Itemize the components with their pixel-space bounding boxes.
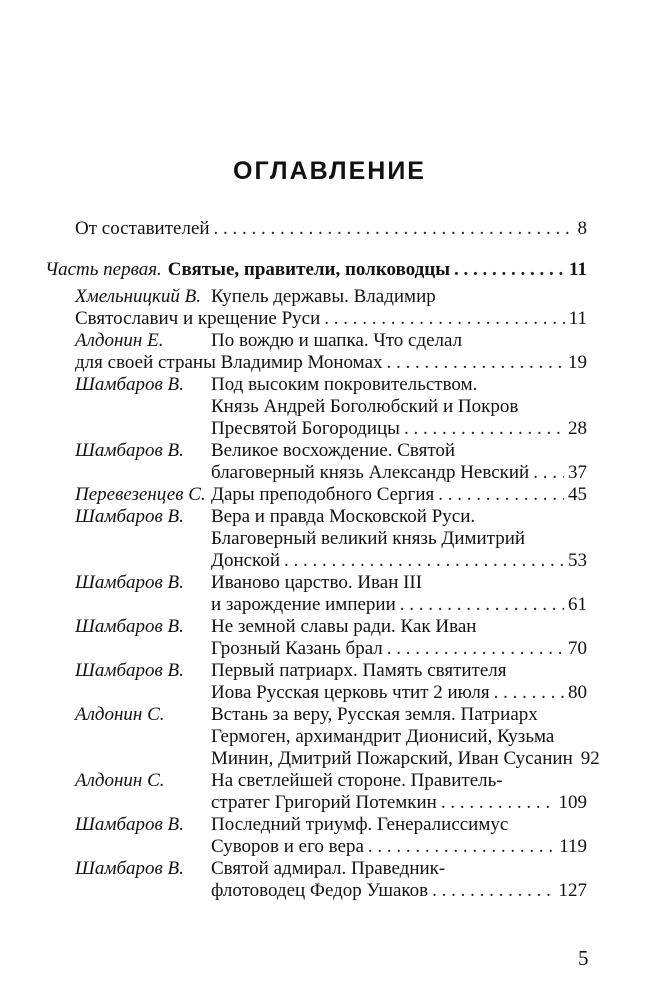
page-number: 5 [578, 946, 589, 970]
toc-entry-line [211, 835, 587, 859]
toc-entry-line [211, 593, 587, 617]
dot-leader [438, 483, 564, 507]
part-label: Часть первая. [45, 259, 162, 280]
entry-title: стратег Григорий Потемкин [211, 792, 437, 813]
toc-entry-line [75, 857, 587, 881]
entry-title: Первый патриарх. Память святителя [211, 660, 507, 681]
toc-entry-line [75, 307, 587, 331]
dot-leader [387, 637, 564, 661]
entry-title: Князь Андрей Боголюбский и Покров [211, 396, 519, 417]
toc-entry-line [211, 549, 587, 573]
entry-title: Грозный Казань брал [211, 638, 383, 659]
entry-page: 37 [568, 462, 587, 483]
entry-author: Шамбаров В. [75, 660, 184, 681]
entry-page: 80 [568, 682, 587, 703]
toc-entry-line [211, 461, 587, 485]
toc-entry-intro [75, 217, 587, 241]
toc-part-heading [45, 258, 587, 282]
entry-title: Под высоким покровительством. [211, 374, 478, 395]
entry-author: Перевезенцев С. [75, 484, 206, 505]
entry-page: 28 [568, 418, 587, 439]
entry-title: Святой адмирал. Праведник- [211, 858, 446, 879]
entry-title: Донской [211, 550, 280, 571]
toc-entry-line [211, 725, 587, 749]
dot-leader [400, 593, 564, 617]
toc-entry-line [211, 417, 587, 441]
entry-title: По вождю и шапка. Что сделал [211, 330, 463, 351]
toc-entry-line [211, 747, 600, 771]
entry-page: 92 [580, 748, 600, 769]
dot-leader [494, 681, 564, 705]
toc-entry-line [75, 505, 587, 529]
part-page: 11 [569, 259, 587, 280]
entry-title: Вера и правда Московской Руси. [211, 506, 476, 527]
toc-entry-line [75, 483, 587, 507]
entry-author: Алдонин Е. [75, 330, 164, 351]
entry-title: Великое восхождение. Святой [211, 440, 456, 461]
dot-leader [387, 351, 565, 375]
entry-page: 19 [568, 352, 587, 373]
entry-author: Хмельницкий В. [75, 286, 202, 307]
toc-entry-line [75, 571, 587, 595]
entry-author: Алдонин С. [75, 770, 165, 791]
entry-title: флотоводец Федор Ушаков [211, 880, 429, 901]
entry-title: благоверный князь Александр Невский [211, 462, 530, 483]
toc-entry-line [75, 373, 587, 397]
toc-entry-line [211, 395, 587, 419]
toc-entry-line [75, 769, 587, 793]
entry-page: 127 [558, 880, 587, 901]
entry-title: Минин, Дмитрий Пожарский, Иван Сусанин [211, 748, 573, 769]
entry-page: 11 [568, 308, 587, 329]
entry-page: 8 [577, 218, 587, 239]
entry-title: Дары преподобного Сергия [211, 484, 435, 505]
entry-title: для своей страны Владимир Мономах [75, 352, 383, 373]
entry-author: Шамбаров В. [75, 440, 184, 461]
entry-page: 119 [559, 836, 587, 857]
dot-leader [432, 879, 554, 903]
dot-leader [368, 835, 555, 859]
entry-author: Шамбаров В. [75, 616, 184, 637]
toc-entry-line [211, 879, 587, 903]
entry-title: Пресвятой Богородицы [211, 418, 400, 439]
entry-title: На светлейшей стороне. Правитель- [211, 770, 503, 791]
entry-title: Иваново царство. Иван III [211, 572, 423, 593]
dot-leader [324, 307, 564, 331]
page-title: ОГЛАВЛЕНИЕ [233, 157, 426, 185]
dot-leader [454, 258, 565, 282]
entry-title: Гермоген, архимандрит Дионисий, Кузьма [211, 726, 555, 747]
entry-title: Суворов и его вера [211, 836, 364, 857]
part-title: Святые, правители, полководцы [167, 259, 451, 280]
dot-leader [441, 791, 555, 815]
entry-title: Иова Русская церковь чтит 2 июля [211, 682, 490, 703]
entry-page: 45 [568, 484, 587, 505]
entry-title: Не земной славы ради. Как Иван [211, 616, 477, 637]
dot-leader [533, 461, 564, 485]
toc-entry-line [211, 637, 587, 661]
toc-entry-line [211, 791, 587, 815]
toc-entry-line [75, 703, 587, 727]
entry-page: 61 [568, 594, 587, 615]
dot-leader [404, 417, 564, 441]
entry-author: Алдонин С. [75, 704, 165, 725]
entry-author: Шамбаров В. [75, 814, 184, 835]
toc-entry-line [75, 351, 587, 375]
toc-entry-line [211, 681, 587, 705]
entry-title: Благоверный великий князь Димитрий [211, 528, 526, 549]
toc-entry-line [75, 615, 587, 639]
toc-entry-line [75, 439, 587, 463]
entry-page: 53 [568, 550, 587, 571]
toc-entry-line [211, 527, 587, 551]
entry-author: Шамбаров В. [75, 374, 184, 395]
entry-page: 109 [558, 792, 587, 813]
dot-leader [284, 549, 564, 573]
entry-author: Шамбаров В. [75, 572, 184, 593]
entry-title: От составителей [75, 218, 210, 239]
entry-title: и зарождение империи [211, 594, 396, 615]
entry-author: Шамбаров В. [75, 858, 184, 879]
entry-title: Святославич и крещение Руси [75, 308, 321, 329]
entry-title: Встань за веру, Русская земля. Патриарх [211, 704, 538, 725]
toc-entry-line [75, 813, 587, 837]
toc-entry-line [75, 285, 587, 309]
dot-leader [214, 217, 574, 241]
entry-page: 70 [568, 638, 587, 659]
toc-entry-line [75, 329, 587, 353]
entry-title: Последний триумф. Генералиссимус [211, 814, 509, 835]
toc-entry-line [75, 659, 587, 683]
entry-author: Шамбаров В. [75, 506, 184, 527]
entry-title: Купель державы. Владимир [211, 286, 436, 307]
